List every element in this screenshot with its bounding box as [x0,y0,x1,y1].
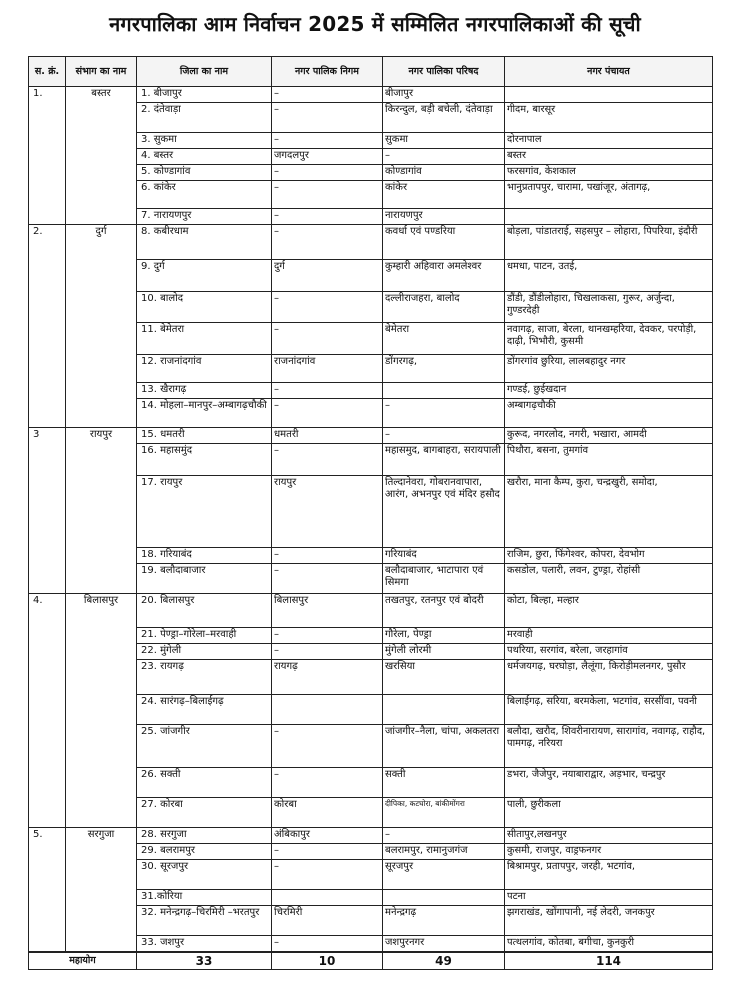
nagar-panchayat-cell: मरवाही [505,627,713,643]
district-name-cell: 17. रायपुर [137,476,272,548]
district-name-cell: 26. सक्ती [137,767,272,797]
district-name-cell: 12. राजनांदगांव [137,355,272,383]
nagar-panchayat-cell: पथरिया, सरगांव, बरेला, जरहागांव [505,643,713,659]
district-name-cell: 6. कांकेर [137,181,272,209]
nagar-panchayat-cell: कसडोल, पलारी, लवन, टुण्ड्रा, रोहांसी [505,563,713,593]
nagar-panchayat-cell: कोटा, बिल्हा, मल्हार [505,593,713,627]
nagar-palika-parishad-cell: – [383,399,505,428]
nagar-nigam-cell: जगदलपुर [272,148,383,164]
division-name-cell: बिलासपुर [66,593,137,827]
table-row [29,427,713,443]
district-name-cell: 2. दंतेवाड़ा [137,103,272,133]
nagar-panchayat-cell: बस्तर [505,148,713,164]
nagar-panchayat-cell: अम्बागढ़चौकी [505,399,713,428]
district-name-cell: 23. रायगढ़ [137,659,272,694]
nagar-nigam-cell: चिरमिरी [272,905,383,935]
serial-number-cell: 1. [29,87,66,225]
district-name-cell: 8. कबीरधाम [137,224,272,259]
district-name-cell: 21. पेण्ड्रा–गोरेला–मरवाही [137,627,272,643]
nagar-palika-parishad-cell: डोंगरगढ़, [383,355,505,383]
nagar-palika-parishad-cell: नारायणपुर [383,208,505,224]
nagar-nigam-cell: – [272,643,383,659]
header-nagar-palika-parishad: नगर पालिका परिषद [383,57,505,87]
nagar-panchayat-cell: पाली, छुरीकला [505,797,713,827]
nagar-palika-parishad-cell: मनेन्द्रगढ़ [383,905,505,935]
nagar-nigam-cell: – [272,563,383,593]
nagar-nigam-cell: अंबिकापुर [272,827,383,843]
district-name-cell: 4. बस्तर [137,148,272,164]
municipality-list-table [28,56,713,970]
table-row [29,593,713,627]
nagar-palika-parishad-cell: कुम्हारी अहिवारा अमलेश्वर [383,260,505,292]
table-body [29,87,713,970]
header-nagar-panchayat: नगर पंचायत [505,57,713,87]
district-name-cell: 20. बिलासपुर [137,593,272,627]
nagar-nigam-cell [272,889,383,905]
nagar-panchayat-cell: धर्मजयगढ़, घरघोड़ा, लैलूंगा, किरोड़ीमलनगर, पुसौर [505,659,713,694]
district-name-cell: 7. नारायणपुर [137,208,272,224]
district-name-cell: 5. कोण्डागांव [137,165,272,181]
serial-number-cell: 5. [29,827,66,952]
nagar-panchayat-cell: डौंडी, डौंडीलोहारा, चिखलाकसा, गुरूर, अर्जुन्दा, गुण्डरदेही [505,292,713,323]
district-name-cell: 25. जांजगीर [137,725,272,768]
nagar-palika-parishad-cell: खरसिया [383,659,505,694]
nagar-panchayat-cell: बलौदा, खरौद, शिवरीनारायण, सारागांव, नवागढ़, राहौद, पामगढ़, नरियरा [505,725,713,768]
nagar-palika-parishad-cell [383,695,505,725]
district-name-cell: 10. बालोद [137,292,272,323]
nagar-nigam-cell: – [272,87,383,103]
nagar-palika-parishad-cell: मुंगेली लोरमी [383,643,505,659]
nagar-panchayat-cell: गीदम, बारसूर [505,103,713,133]
nagar-palika-parishad-cell: गरियाबंद [383,547,505,563]
nagar-palika-parishad-cell: कोण्डागांव [383,165,505,181]
nagar-palika-parishad-cell: तिल्दानेवरा, गोबरानवापारा, आरंग, अभनपुर एवं मंदिर हसौद [383,476,505,548]
nagar-nigam-cell [272,695,383,725]
header-serial: स. क्रं. [29,57,66,87]
nagar-panchayat-cell: पिथौरा, बसना, तुमगांव [505,443,713,475]
nagar-panchayat-cell: नवागढ़, साजा, बेरला, थानखम्हरिया, देवकर, परपोड़ी, दाढ़ी, भिभौरी, कुसमी [505,323,713,355]
district-name-cell: 13. खैरागढ़ [137,383,272,399]
total-nagar-nigam: 10 [272,952,383,969]
nagar-palika-parishad-cell: बीजापुर [383,87,505,103]
nagar-panchayat-cell: डभरा, जैजेपुर, नयाबाराद्वार, अड़भार, चन्द्रपुर [505,767,713,797]
nagar-panchayat-cell: डोंगरगांव छुरिया, लालबहादुर नगर [505,355,713,383]
nagar-panchayat-cell: गण्डई, छुईखदान [505,383,713,399]
header-district: जिला का नाम [137,57,272,87]
district-name-cell: 15. धमतरी [137,427,272,443]
district-name-cell: 9. दुर्ग [137,260,272,292]
nagar-palika-parishad-cell: कवर्धा एवं पण्डरिया [383,224,505,259]
nagar-panchayat-cell: धमधा, पाटन, उतई, [505,260,713,292]
serial-number-cell: 2. [29,224,66,427]
district-name-cell: 18. गरियाबंद [137,547,272,563]
district-name-cell: 19. बलौदाबाजार [137,563,272,593]
district-name-cell: 16. महासमुंद [137,443,272,475]
nagar-palika-parishad-cell: सक्ती [383,767,505,797]
nagar-panchayat-cell: बिश्रामपुर, प्रतापपुर, जरही, भटगांव, [505,859,713,889]
nagar-nigam-cell: – [272,725,383,768]
nagar-nigam-cell: – [272,224,383,259]
nagar-palika-parishad-cell: बेमेतरा [383,323,505,355]
division-name-cell: बस्तर [66,87,137,225]
header-nagar-nigam: नगर पालिक निगम [272,57,383,87]
nagar-panchayat-cell [505,208,713,224]
total-districts: 33 [137,952,272,969]
nagar-palika-parishad-cell: तखतपुर, रतनपुर एवं बोदरी [383,593,505,627]
grand-total-label: महायोग [29,952,137,969]
table-row [29,87,713,103]
district-name-cell: 29. बलरामपुर [137,843,272,859]
nagar-palika-parishad-cell: महासमुद, बागबाहरा, सरायपाली [383,443,505,475]
nagar-panchayat-cell: खरौरा, माना कैम्प, कुरा, चन्द्रखुरी, समोदा, [505,476,713,548]
district-name-cell: 11. बेमेतरा [137,323,272,355]
nagar-panchayat-cell: पटना [505,889,713,905]
district-name-cell: 27. कोरबा [137,797,272,827]
nagar-palika-parishad-cell [383,889,505,905]
nagar-nigam-cell: राजनांदगांव [272,355,383,383]
nagar-nigam-cell: – [272,323,383,355]
district-name-cell: 31.कोरिया [137,889,272,905]
table-header-row [29,57,713,87]
district-name-cell: 32. मनेन्द्रगढ़–चिरमिरी –भरतपुर [137,905,272,935]
nagar-palika-parishad-cell: – [383,427,505,443]
nagar-palika-parishad-cell: – [383,148,505,164]
page-title: नगरपालिका आम निर्वाचन 2025 में सम्मिलित नगरपालिकाओं की सूची [109,12,641,36]
nagar-panchayat-cell: सीतापुर,लखनपुर [505,827,713,843]
nagar-nigam-cell: – [272,399,383,428]
division-name-cell: रायपुर [66,427,137,593]
nagar-palika-parishad-cell [383,383,505,399]
district-name-cell: 24. सारंगढ़–बिलाईगढ़ [137,695,272,725]
division-name-cell: दुर्ग [66,224,137,427]
table-row [29,224,713,259]
serial-number-cell: 3 [29,427,66,593]
district-name-cell: 30. सूरजपुर [137,859,272,889]
district-name-cell: 14. मोहला–मानपुर–अम्बागढ़चौकी [137,399,272,428]
nagar-nigam-cell: – [272,292,383,323]
nagar-nigam-cell: – [272,859,383,889]
nagar-panchayat-cell: राजिम, छुरा, फिंगेश्वर, कोपरा, देवभोग [505,547,713,563]
nagar-nigam-cell: धमतरी [272,427,383,443]
nagar-panchayat-cell: पत्थलगांव, कोतबा, बगीचा, कुनकुरी [505,935,713,952]
nagar-nigam-cell: – [272,165,383,181]
nagar-panchayat-cell: दोरनापाल [505,132,713,148]
nagar-palika-parishad-cell: सूरजपुर [383,859,505,889]
district-name-cell: 3. सुकमा [137,132,272,148]
nagar-palika-parishad-cell: किरन्दुल, बड़ी बचेली, दंतेवाड़ा [383,103,505,133]
nagar-panchayat-cell: बोड़ला, पांडातराई, सहसपुर – लोहारा, पिपरिया, इंदौरी [505,224,713,259]
nagar-palika-parishad-cell: सुकमा [383,132,505,148]
district-name-cell: 22. मुंगेली [137,643,272,659]
nagar-nigam-cell: – [272,627,383,643]
nagar-panchayat-cell: झगराखंड, खोंगापानी, नई लेदरी, जनकपुर [505,905,713,935]
nagar-nigam-cell: – [272,383,383,399]
nagar-nigam-cell: – [272,935,383,952]
nagar-palika-parishad-cell: बलौदाबाजार, भाटापारा एवं सिमगा [383,563,505,593]
district-name-cell: 1. बीजापुर [137,87,272,103]
header-division: संभाग का नाम [66,57,137,87]
nagar-nigam-cell: – [272,208,383,224]
nagar-palika-parishad-cell: कांकेर [383,181,505,209]
nagar-nigam-cell: – [272,181,383,209]
nagar-panchayat-cell: कुसमी, राजपुर, वाड्रफनगर [505,843,713,859]
district-name-cell: 33. जशपुर [137,935,272,952]
nagar-panchayat-cell [505,87,713,103]
nagar-palika-parishad-cell: – [383,827,505,843]
total-nagar-panchayat: 114 [505,952,713,969]
nagar-palika-parishad-cell: जांजगीर–नैला, चांपा, अकलतरा [383,725,505,768]
nagar-nigam-cell: – [272,443,383,475]
nagar-palika-parishad-cell: दल्लीराजहरा, बालोद [383,292,505,323]
nagar-nigam-cell: – [272,767,383,797]
nagar-nigam-cell: – [272,103,383,133]
district-name-cell: 28. सरगुजा [137,827,272,843]
nagar-panchayat-cell: फरसगांव, केशकाल [505,165,713,181]
nagar-nigam-cell: रायगढ़ [272,659,383,694]
table-row [29,827,713,843]
nagar-palika-parishad-cell: जशपुरनगर [383,935,505,952]
division-name-cell: सरगुजा [66,827,137,952]
nagar-nigam-cell: बिलासपुर [272,593,383,627]
nagar-palika-parishad-cell: दीपिका, कटघोरा, बांकीमोंगरा [383,797,505,827]
nagar-nigam-cell: – [272,547,383,563]
grand-total-row [29,952,713,969]
nagar-nigam-cell: दुर्ग [272,260,383,292]
nagar-nigam-cell: रायपुर [272,476,383,548]
nagar-panchayat-cell: भानुप्रतापपुर, चारामा, पखांजूर, अंतागढ़, [505,181,713,209]
total-nagar-palika-parishad: 49 [383,952,505,969]
serial-number-cell: 4. [29,593,66,827]
nagar-nigam-cell: कोरबा [272,797,383,827]
nagar-panchayat-cell: कुरूद, नगरलोद, नगरी, भखारा, आमदी [505,427,713,443]
nagar-palika-parishad-cell: गौरेला, पेण्ड्रा [383,627,505,643]
nagar-palika-parishad-cell: बलरामपुर, रामानुजगंज [383,843,505,859]
nagar-nigam-cell: – [272,843,383,859]
nagar-panchayat-cell: बिलाईगढ़, सरिया, बरमकेला, भटगांव, सरसींवा, पवनी [505,695,713,725]
nagar-nigam-cell: – [272,132,383,148]
